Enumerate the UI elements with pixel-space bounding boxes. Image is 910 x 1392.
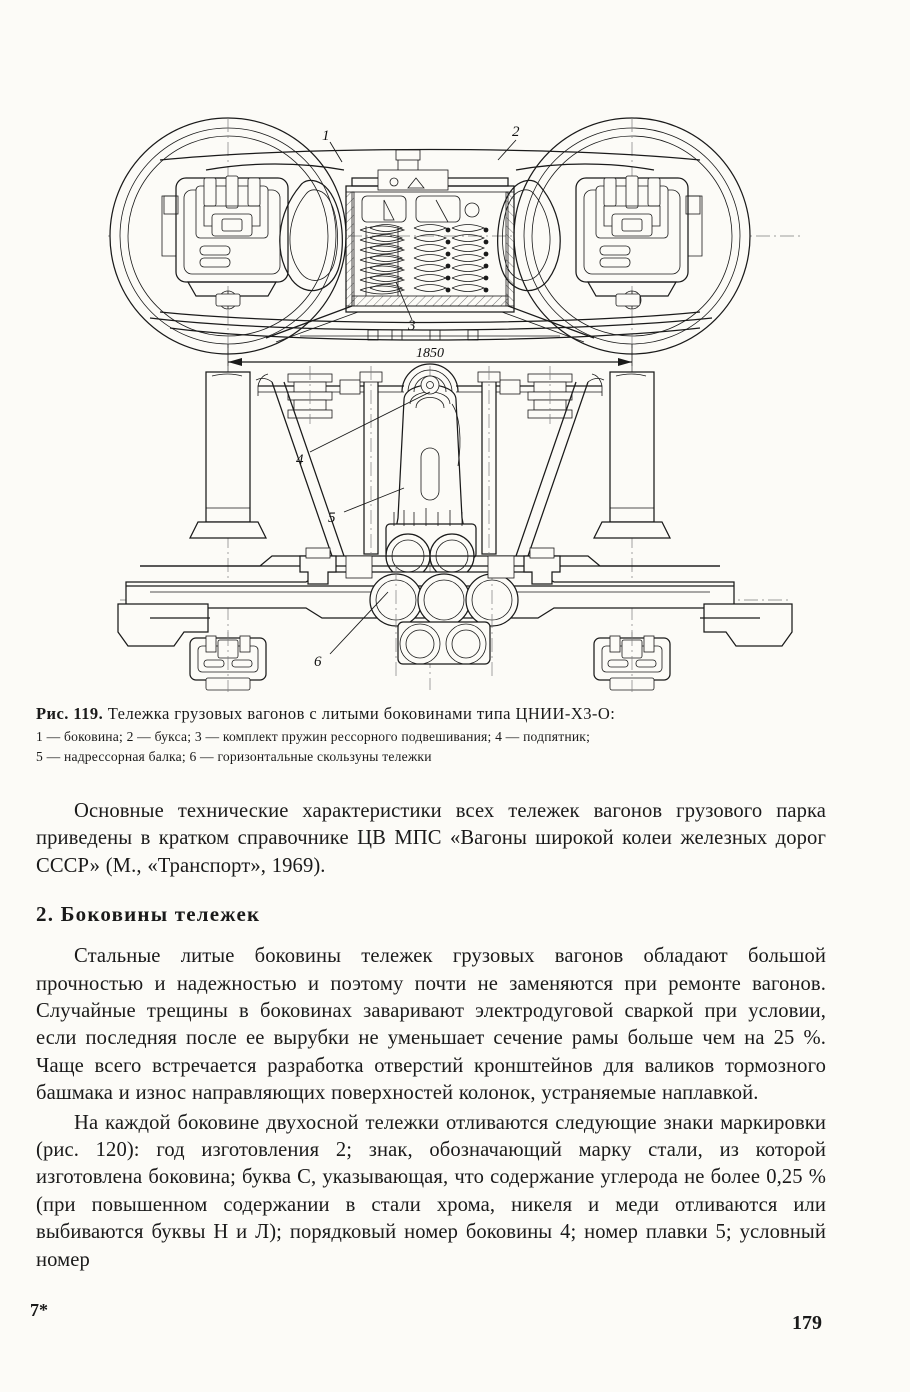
figure-number: Рис. 119. <box>36 704 104 723</box>
callout-6: 6 <box>314 654 322 670</box>
right-wheel-elevation <box>594 372 670 538</box>
section-heading-2: 2. Боковины тележек <box>36 902 261 927</box>
spring-nest-housing <box>346 150 514 312</box>
coil-springs-right <box>414 225 488 293</box>
callout-5: 5 <box>328 510 336 526</box>
callout-2: 2 <box>512 124 520 140</box>
dimension-1850-label: 1850 <box>416 346 444 361</box>
callout-1: 1 <box>322 128 330 144</box>
left-axlebox-elevation <box>190 632 266 692</box>
caption-legend-line-1: 1 — боковина; 2 — букса; 3 — комплект пружин рессорного подвешивания; 4 — подпятник; <box>36 729 591 745</box>
paragraph-marking: На каждой боковине двухосной тележки отливаются следующие знаки маркировки (рис. 120): год изготовления 2; знак, обозначающий марку стали, из которой изготовлена боковина; буква С, указывающая, что содержание углерода не более 0,25 % (при повышенном содержании в стали хрома, никеля и меди отливаются или выбиваются буквы Н и Л); порядковый номер боковины 4; номер плавки 5; условный номер <box>36 1111 826 1271</box>
horizontal-slides-group <box>370 566 518 676</box>
figure-caption <box>36 703 836 766</box>
page-footer <box>0 1300 910 1360</box>
right-axlebox-elevation <box>594 632 670 692</box>
left-wheel-elevation <box>190 372 266 538</box>
callout-4: 4 <box>296 452 304 468</box>
paragraph-intro: Основные технические характеристики всех тележек вагонов грузового парка приведены в кратком справочнике ЦВ МПС «Вагоны широкой колеи железных дорог СССР» (М., «Транспорт», 1969). <box>36 800 826 877</box>
page-number: 179 <box>792 1312 822 1334</box>
caption-main-line <box>36 703 836 724</box>
body-text <box>36 798 826 1274</box>
callout-3: 3 <box>408 318 416 334</box>
signature-mark: 7* <box>30 1300 48 1320</box>
paragraph-sideframes: Стальные литые боковины тележек грузовых вагонов обладают большой прочностью и надежностью и поэтому почти не заменяются при ремонте вагонов. Случайные трещины в боковинах заваривают электродуговой сваркой при условии, если последняя после ее вырубки не уменьшает сечение рамы больше чем на 25 %. Чаще всего встречается разработка отверстий кронштейнов для валиков тормозного башмака и износ направляющих поверхностей колонок, устраняемые наплавкой. <box>36 945 826 1105</box>
caption-legend-line-2: 5 — надрессорная балка; 6 — горизонтальные скользуны тележки <box>36 748 432 764</box>
figure-title: Тележка грузовых вагонов с литыми боковинами типа ЦНИИ-Х3-О: <box>107 704 616 723</box>
